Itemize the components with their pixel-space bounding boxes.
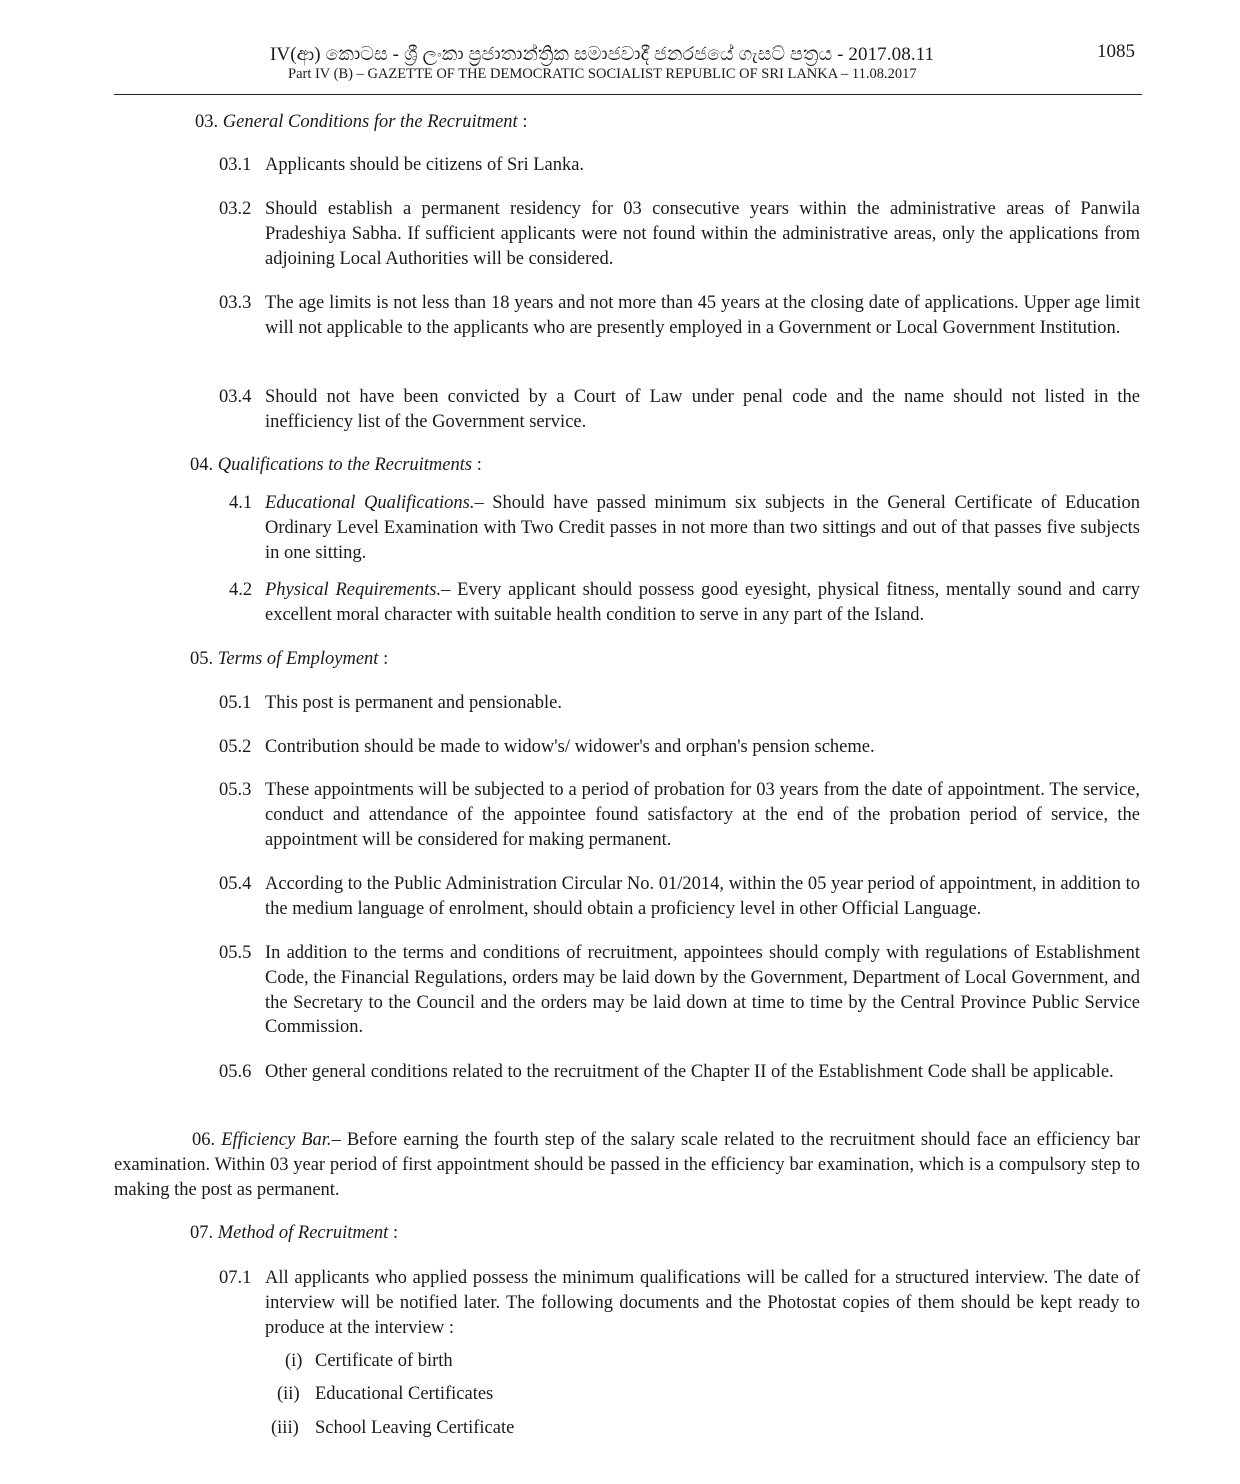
header-english: Part IV (B) – GAZETTE OF THE DEMOCRATIC SOCIALIST REPUBLIC OF SRI LANKA – 11.08.2017	[288, 66, 917, 82]
item-text: These appointments will be subjected to a period of probation for 03 years from the date of appointment. The service, conduct and attendance of the appointee found satisfactory at the end of the probation period of service, the appointment will be considered for making permanent.	[265, 780, 1140, 850]
item-number: 03.4	[219, 387, 252, 407]
item-text: In addition to the terms and conditions of recruitment, appointees should comply with regulations of Establishment Code, the Financial Regulations, orders may be laid down by the Government, Department of Local Government, and the Secretary to the Council and the orders may be laid down at time to time by the Central Province Public Service Commission.	[265, 943, 1140, 1038]
heading-tail: :	[517, 112, 528, 132]
item-number: 4.2	[229, 580, 253, 600]
doc-number: (i)	[285, 1351, 303, 1371]
header-rule	[114, 94, 1142, 95]
item-number: 05.2	[219, 737, 252, 757]
item-number: 03.3	[219, 293, 252, 313]
item-lead: Educational Qualifications.	[265, 493, 475, 513]
section-title: Method of Recruitment	[217, 1223, 389, 1243]
item-text: Should not have been convicted by a Court of Law under penal code and the name should not listed in the inefficiency list of the Government service.	[265, 387, 1140, 432]
section-05-heading	[190, 648, 388, 670]
heading-tail: :	[472, 455, 482, 475]
item-number: 05.1	[219, 693, 252, 713]
doc-number: (iii)	[271, 1418, 299, 1438]
item-number: 03.2	[219, 199, 252, 219]
item-number: 05.5	[219, 943, 252, 963]
item-number: 05.4	[219, 874, 252, 894]
section-number: 06.	[192, 1130, 216, 1150]
section-title: General Conditions for the Recruitment	[222, 112, 518, 132]
item-number: 05.6	[219, 1062, 252, 1082]
item-text: All applicants who applied possess the minimum qualifications will be called for a structured interview. The date of interview will be notified later. The following documents and the Photostat copies of them should be kept ready to produce at the interview :	[265, 1268, 1140, 1338]
item-text: The age limits is not less than 18 years and not more than 45 years at the closing date of applications. Upper age limit will not applicable to the applicants who are presently employed in a Government or Local Government Institution.	[265, 293, 1140, 338]
item-text	[265, 578, 1140, 628]
doc-text: School Leaving Certificate	[315, 1418, 515, 1438]
item-text: Contribution should be made to widow's/ widower's and orphan's pension scheme.	[265, 737, 875, 757]
section-body: – Before earning the fourth step of the salary scale related to the recruitment should face an efficiency bar examination. Within 03 year period of first appointment should be passed in the efficiency bar examination, which is a compulsory step to making the post as permanent.	[114, 1130, 1141, 1200]
item-number: 07.1	[219, 1268, 252, 1288]
item-body: – Should have passed minimum six subjects in the General Certificate of Education Ordinary Level Examination with Two Credit passes in not more than two sittings and out of that passes five subjects in one sitting.	[265, 493, 1141, 563]
section-title: Terms of Employment	[217, 649, 379, 669]
item-lead: Physical Requirements.	[265, 580, 442, 600]
item-text	[265, 491, 1140, 565]
heading-tail: :	[388, 1223, 399, 1243]
item-body: – Every applicant should possess good eyesight, physical fitness, mentally sound and carry excellent moral character with suitable health condition to serve in any part of the Island.	[265, 580, 1140, 625]
doc-text: Educational Certificates	[315, 1384, 494, 1404]
doc-text: Certificate of birth	[315, 1351, 453, 1371]
section-number: 05.	[190, 649, 214, 669]
item-number: 4.1	[229, 493, 253, 513]
section-04-heading	[190, 454, 482, 476]
page-number: 1085	[1097, 41, 1135, 62]
section-07-heading	[190, 1222, 398, 1244]
item-text: According to the Public Administration Circular No. 01/2014, within the 05 year period of appointment, in addition to the medium language of enrolment, should obtain a proficiency level in other Official Language.	[265, 874, 1140, 919]
doc-number: (ii)	[277, 1384, 300, 1404]
item-number: 03.1	[219, 155, 252, 175]
section-03-heading	[195, 111, 527, 133]
heading-tail: :	[378, 649, 389, 669]
item-number: 05.3	[219, 780, 252, 800]
item-text: Should establish a permanent residency for 03 consecutive years within the administrative areas of Panwila Pradeshiya Sabha. If sufficient applicants were not found within the administrative areas, only the applications from adjoining Local Authorities will be considered.	[265, 199, 1140, 269]
section-number: 03.	[195, 112, 219, 132]
section-number: 07.	[190, 1223, 214, 1243]
section-06-paragraph	[114, 1128, 1140, 1202]
section-number: 04.	[190, 455, 214, 475]
item-text: Applicants should be citizens of Sri Lanka.	[265, 155, 585, 175]
section-title: Qualifications to the Recruitments	[217, 455, 473, 475]
header-sinhala: IV(ආ) කොටස - ශ්‍රී ලංකා ප්‍රජාතාන්ත්‍රික සමාජවාදී ජනරජයේ ගැසට් පත්‍රය - 2017.08.11	[270, 44, 935, 65]
item-text: This post is permanent and pensionable.	[265, 693, 562, 713]
section-title: Efficiency Bar.	[221, 1130, 332, 1150]
item-text: Other general conditions related to the recruitment of the Chapter II of the Establishment Code shall be applicable.	[265, 1062, 1114, 1082]
